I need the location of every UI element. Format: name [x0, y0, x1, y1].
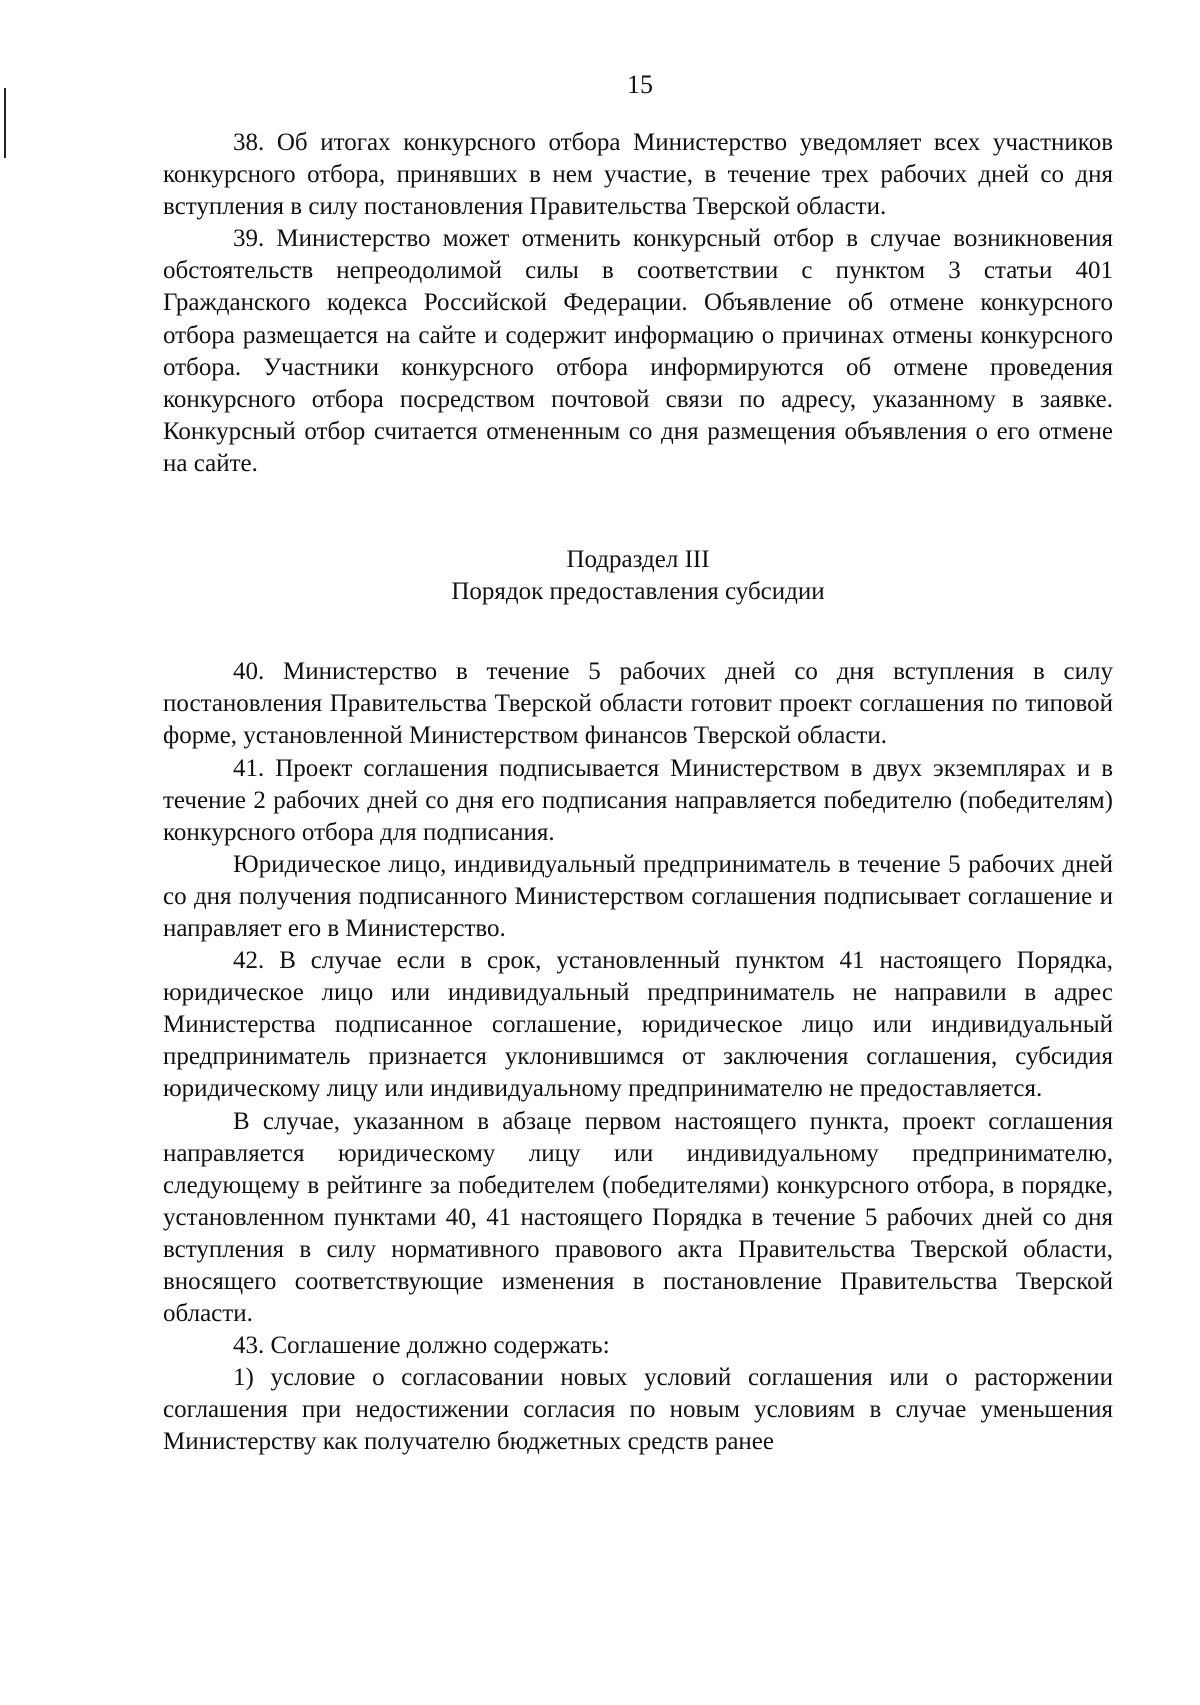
- paragraph-43-item-1: 1) условие о согласовании новых условий соглашения или о расторжении соглашения при недостижении согласия по новым условиям в случае уменьшения Министерству как получателю бюджетных средств ранее: [163, 1364, 1113, 1456]
- subsection-label: Подраздел III: [566, 546, 710, 574]
- paragraph-38: 38. Об итогах конкурсного отбора Министерство уведомляет всех участников конкурсного отбора, принявших в нем участие, в течение трех рабочих дней со дня вступления в силу постановления Правительства Тверской области.: [163, 129, 1113, 221]
- paragraph-39: 39. Министерство может отменить конкурсный отбор в случае возникновения обстоятельств непреодолимой силы в соответствии с пунктом 3 статьи 401 Гражданского кодекса Российской Федерации. Объявление об отмене конкурсного отбора размещается на сайте и содержит информацию о причинах отмены конкурсного отбора. Участники конкурсного отбора информируются об отмене проведения конкурсного отбора посредством почтовой связи по адресу, указанному в заявке. Конкурсный отбор считается отмененным со дня размещения объявления о его отмене на сайте.: [163, 225, 1113, 477]
- paragraph-42: 42. В случае если в срок, установленный пунктом 41 настоящего Порядка, юридическое лицо или индивидуальный предприниматель не направили в адрес Министерства подписанное соглашение, юридическое лицо или индивидуальный предприниматель признается уклонившимся от заключения соглашения, субсидия юридическому лицу или индивидуальному предпринимателю не предоставляется.: [163, 947, 1113, 1103]
- paragraph-43: 43. Соглашение должно содержать:: [233, 1332, 610, 1360]
- subsection-title: Порядок предоставления субсидии: [451, 578, 825, 606]
- paragraph-41: 41. Проект соглашения подписывается Министерством в двух экземплярах и в течение 2 рабочих дней со дня его подписания направляется победителю (победителям) конкурсного отбора для подписания.: [163, 754, 1113, 846]
- paragraph-41-second: Юридическое лицо, индивидуальный предприниматель в течение 5 рабочих дней со дня получения подписанного Министерством соглашения подписывает соглашение и направляет его в Министерство.: [163, 850, 1113, 942]
- paragraph-40: 40. Министерство в течение 5 рабочих дней со дня вступления в силу постановления Правительства Тверской области готовит проект соглашения по типовой форме, установленной Министерством финансов Тверской области.: [163, 658, 1113, 750]
- page-number: 15: [627, 70, 653, 99]
- document-body: [163, 127, 1113, 1459]
- paragraph-42-second: В случае, указанном в абзаце первом настоящего пункта, проект соглашения направляется юридическому лицу или индивидуальному предпринимателю, следующему в рейтинге за победителем (победителями) конкурсного отбора, в порядке, установленном пунктами 40, 41 настоящего Порядка в течение 5 рабочих дней со дня вступления в силу нормативного правового акта Правительства Тверской области, вносящего соответствующие изменения в постановление Правительства Тверской области.: [163, 1107, 1113, 1328]
